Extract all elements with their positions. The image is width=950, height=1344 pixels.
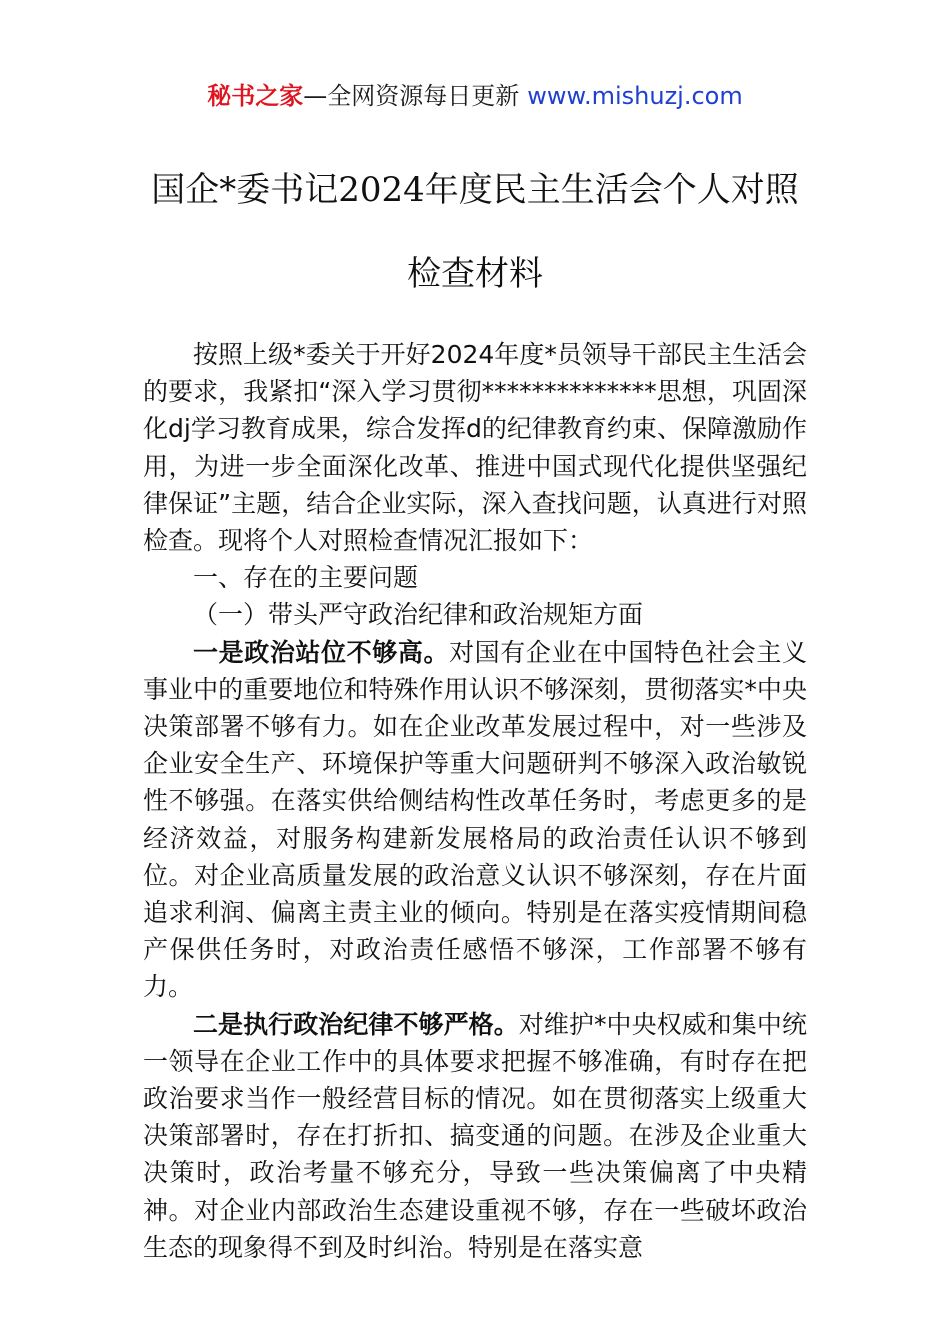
intro-paragraph: 按照上级*委关于开好2024年度*员领导干部民主生活会的要求，我紧扣“深入学习贯彻**************思想，巩固深化dj学习教育成果，综合发挥d的纪律教育约束、保障激励作用，为进一步全面深化改革、推进中国式现代化提供坚强纪律保证”主题，结合企业实际，深入查找问题，认真进行对照检查。现将个人对照检查情况汇报如下： [143, 340, 807, 556]
subsection-heading: （一）带头严守政治纪律和政治规矩方面 [193, 600, 644, 630]
document-title: 国企*委书记2024年度民主生活会个人对照检查材料 [151, 170, 799, 294]
site-url-link[interactable]: www.mishuzj.com [527, 82, 743, 110]
site-slogan: —全网资源每日更新 [303, 82, 520, 110]
site-name: 秘书之家 [207, 82, 304, 110]
document-body [143, 336, 807, 1266]
point-paragraph-2 [143, 1006, 807, 1266]
point-text-2: 对维护*中央权威和集中统一领导在企业工作中的具体要求把握不够准确，有时存在把政治要求当作一般经营目标的情况。如在贯彻落实上级重大决策部署时，存在打折扣、搞变通的问题。在涉及企业重大决策时，政治考量不够充分，导致一些决策偏离了中央精神。对企业内部政治生态建设重视不够，存在一些破坏政治生态的现象得不到及时纠治。特别是在落实意 [143, 1009, 807, 1262]
section-heading: 一、存在的主要问题 [193, 563, 419, 593]
site-header [0, 80, 950, 112]
point-lead-1: 一是政治站位不够高。 [193, 637, 450, 667]
point-paragraph-1 [143, 634, 807, 1006]
point-lead-2: 二是执行政治纪律不够严格。 [193, 1009, 519, 1039]
point-text-1: 对国有企业在中国特色社会主义事业中的重要地位和特殊作用认识不够深刻，贯彻落实*中央决策部署不够有力。如在企业改革发展过程中，对一些涉及企业安全生产、环境保护等重大问题研判不够深入政治敏锐性不够强。在落实供给侧结构性改革任务时，考虑更多的是经济效益，对服务构建新发展格局的政治责任认识不够到位。对企业高质量发展的政治意义认识不够深刻，存在片面追求利润、偏离主责主业的倾向。特别是在落实疫情期间稳产保供任务时，对政治责任感悟不够深，工作部署不够有力。 [143, 637, 807, 1002]
